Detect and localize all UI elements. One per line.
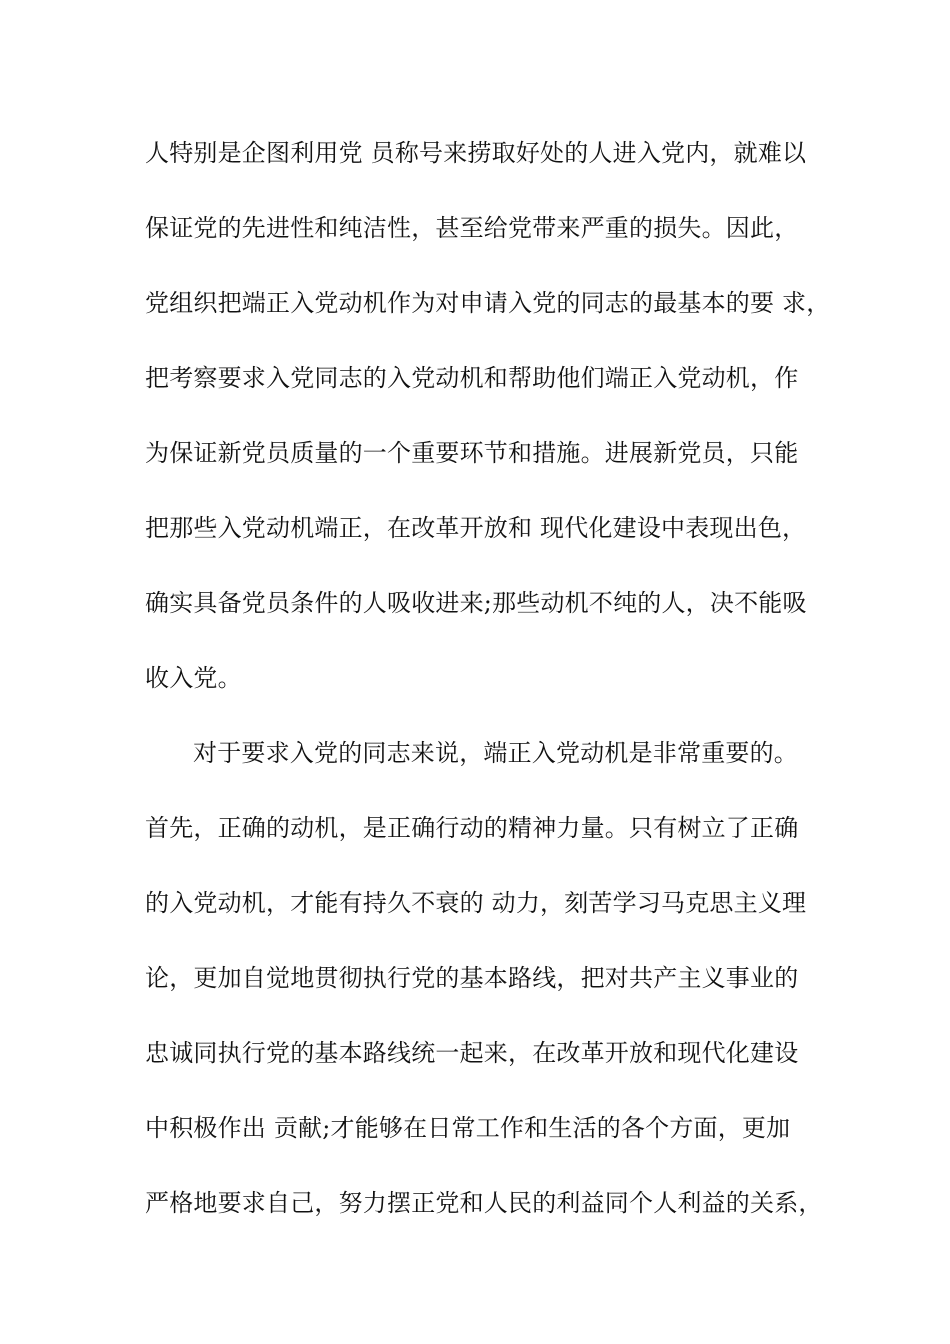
text-line-10: 首先，正确的动机，是正确行动的精神力量。只有树立了正确	[145, 814, 799, 842]
text-line-5: 为保证新党员质量的一个重要环节和措施。进展新党员，只能	[145, 439, 799, 467]
text-line-14: 中积极作出 贡献;才能够在日常工作和生活的各个方面，更加	[145, 1114, 791, 1142]
text-line-6: 把那些入党动机端正，在改革开放和 现代化建设中表现出色，	[145, 514, 807, 542]
body-text	[145, 132, 835, 1257]
text-line-11: 的入党动机，才能有持久不衰的 动力，刻苦学习马克思主义理	[145, 889, 807, 917]
text-line-12: 论，更加自觉地贯彻执行党的基本路线，把对共产主义事业的	[145, 964, 799, 992]
text-line-7: 确实具备党员条件的人吸收进来;那些动机不纯的人，决不能吸	[145, 589, 807, 617]
paragraph-start-line: 对于要求入党的同志来说，端正入党动机是非常重要的。	[193, 739, 798, 767]
text-line-8: 收入党。	[145, 664, 242, 692]
text-line-3: 党组织把端正入党动机作为对申请入党的同志的最基本的要 求，	[145, 289, 831, 317]
text-line-2: 保证党的先进性和纯洁性，甚至给党带来严重的损失。因此，	[145, 214, 799, 242]
text-line-15: 严格地要求自己，努力摆正党和人民的利益同个人利益的关系，	[145, 1189, 823, 1217]
text-line-4: 把考察要求入党同志的入党动机和帮助他们端正入党动机，作	[145, 364, 799, 392]
text-line-1: 人特别是企图利用党 员称号来捞取好处的人进入党内，就难以	[145, 139, 807, 167]
text-line-13: 忠诚同执行党的基本路线统一起来，在改革开放和现代化建设	[145, 1039, 799, 1067]
